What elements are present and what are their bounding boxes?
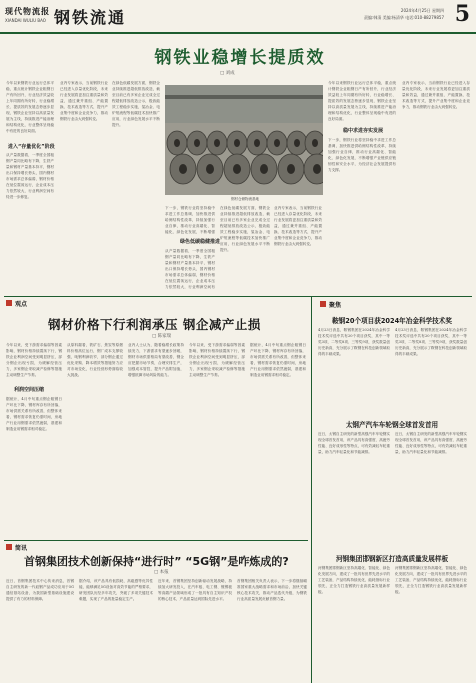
lead-column-e: 下一步，钢铁行业将坚持稳中求进工作总基调，加快推进供给侧结构性改革，持续加强行业自律，推动行业高端化、智能化、绿色化发展，不断增强 [165, 206, 215, 234]
steel-coil-photo [165, 85, 323, 195]
article-2-column-d: 业内人士认为，随着稳增长政策持续发力，下游需求有望逐步回暖，钢材市场供需格局有望改善，钢企应把握市场节奏，合理安排生产，加强成本管控，提升产品附加值，增强抵御市场风险的能力。 [128, 343, 184, 377]
lead-column-j: 下一步，钢铁行业将坚持稳中求进工作总基调，加快推进供给侧结构性改革，持续加强行业自律，推动行业高端化、智能化、绿色化发展，不断增强产业链供应链韧性和安全水平，为经济社会发展提供有力支撑。 [328, 138, 396, 172]
article-2-column-c: 从原料端看，铁矿石、焦炭等原燃料价格高位运行，钢厂成本支撑较强，吨钢利润收窄，部分钢企通过优化采购、降本增效等措施努力应对市场变化，行业经营形势面临较大挑战。 [67, 343, 123, 377]
article-2-byline: □ 陈家瑞 [152, 334, 172, 339]
article-2-column-b: 据统计，4月中旬重点钢企粗钢日产环比下降，钢材库存有所回落，市场供需关系有所改善，但整体来看，钢材需求恢复仍需时间，房地产行业用钢需求依然疲弱，基建和制造业用钢需求相对稳定。 [6, 397, 62, 431]
article-3-byline: □ 本报 [154, 570, 169, 575]
article-2-column-f: 据统计，4月中旬重点钢企粗钢日产环比下降，钢材库存有所回落，市场供需关系有所改善，但整体来看，钢材需求恢复仍需时间，房地产行业用钢需求依然疲弱，基建和制造业用钢需求相对稳定。 [250, 343, 306, 377]
photo-caption: 钢材仓储物流基地 [231, 197, 259, 201]
lead-subhead-3: 稳中求进夯实发展 [343, 128, 384, 134]
newspaper-subtitle: XIANDAI WULIU BAO [5, 18, 46, 23]
brief-1-column-a: 4月23日消息，鞍钢集团在2024年冶金科学技术奖评选中共有20个项目获奖，其中一等奖3项、二等奖8项、三等奖9项，获奖数量创历史新高，充分展示了鞍钢在科技创新领域取得的丰硕成果。 [318, 328, 390, 356]
newspaper-name: 现代物流报 [5, 6, 50, 16]
article-2-column-e: 今年以来，受下游需求偏弱等因素影响，钢材价格持续震荡下行，钢铁企业利润空间受到明显挤压，部分钢企出现亏损，为缓解经营压力，多家钢企采取减产检修等措施主动调整生产节奏。 [189, 343, 245, 377]
article-3-column-c: 近年来，首钢集团坚持创新驱动发展战略，持续加大研发投入，在汽车板、电工钢、镀锡板等高端产品领域形成了一批具有自主知识产权的核心技术，产品质量达到国际先进水平。 [158, 579, 232, 601]
section-divider-2 [4, 540, 308, 541]
lead-headline: 钢铁业稳增长提质效 [154, 48, 326, 68]
article-3-column-b: 据介绍，该产品具有低损耗、高磁感等优异性能，能够满足5G设备对高效节能的严格要求，研发团队历经多年攻关，突破了多项关键技术难题，实现了产品的批量稳定生产。 [79, 579, 153, 601]
section-title: 钢铁流通 [54, 8, 127, 27]
steel-coil-illustration [165, 85, 323, 195]
brief-2-column-a: 近日，太钢自主研发的新型高强汽车车轮钢实现全球首发首用，该产品具有高强度、高疲劳性能、良好成形性等特点，可有效减轻车轮重量，助力汽车轻量化和节能减排。 [318, 432, 390, 454]
page-number: 5 [454, 1, 470, 27]
lead-column-b: 从产量数据看，一季度全国粗钢产量同比略有下降，生铁产量和钢材产量基本持平，钢材出口保持增长势头，国内钢材市场需求总体偏弱，钢材价格在低位震荡运行，企业成本压力依然较大，行业利润空间有待进一步修复。 [6, 153, 54, 199]
article-3-headline: 首钢集团技术创新保持“进行时” “5G钢”是咋炼成的? [24, 555, 289, 568]
lead-column-h: 业内专家表示，当前钢铁行业已经进入存量优化阶段，未来行业发展将更加注重质量和效益，通过兼并重组、产能置换、技术改造等方式，提升产业集中度和企业竞争力，推动钢铁行业由大到强转变。 [274, 206, 322, 246]
focus-tag-marker [320, 301, 326, 307]
lead-column-c: 业内专家表示，当前钢铁行业已经进入存量优化阶段，未来行业发展将更加注重质量和效益，通过兼并重组、产能置换、技术改造等方式，提升产业集中度和企业竞争力，推动钢铁行业由大到强转变。 [60, 81, 108, 121]
brief-tag-marker [6, 544, 12, 550]
lead-byline: □ 刘成 [220, 71, 235, 76]
focus-section-tag: 聚焦 [329, 302, 342, 309]
view-tag-marker [6, 300, 12, 306]
brief-3-column-a: 河钢集团邯钢新区坚持高端化、智能化、绿色化发展方向，建成了一批具有世界先进水平的工艺装备，产品结构持续优化，能耗指标行业领先，正全力打造钢铁行业高质量发展新样板。 [318, 566, 390, 594]
lead-column-f: 在绿色低碳发展方面，钢铁企业持续推进超低排放改造，截至目前已有多家企业完成全过程超低排放改造公示，极致能效工程稳步实施，氢冶金、电炉短流程等低碳技术加快推广应用，行业绿色发展水平不断提升。 [220, 206, 270, 252]
article-2-column-a: 今年以来，受下游需求偏弱等因素影响，钢材价格持续震荡下行，钢铁企业利润空间受到明显挤压，部分钢企出现亏损，为缓解经营压力，多家钢企采取减产检修等措施主动调整生产节奏。 [6, 343, 62, 377]
news-briefs-sidebar [311, 297, 471, 683]
article-2-headline: 钢材价格下行利润承压 钢企减产止损 [48, 317, 261, 332]
masthead [0, 0, 476, 34]
brief-3-headline: 河钢集团邯钢新区打造高质量发展样板 [335, 555, 449, 563]
lead-subhead-1: 进入“存量优化”阶段 [8, 144, 55, 150]
brief-3-column-b: 河钢集团邯钢新区坚持高端化、智能化、绿色化发展方向，建成了一批具有世界先进水平的工艺装备，产品结构持续优化，能耗指标行业领先，正全力打造钢铁行业高质量发展新样板。 [395, 566, 467, 594]
brief-1-headline: 鞍钢20个项目获2024年冶金科学技术奖 [332, 317, 452, 325]
article-3-column-a: 近日，首钢集团技术中心传来消息，首钢自主研发的新一代硅钢产品成功应用于5G通信基站设备，为我国新型基础设施建设提供了有力的材料保障。 [6, 579, 74, 601]
brief-1-column-b: 4月23日消息，鞍钢集团在2024年冶金科学技术奖评选中共有20个项目获奖，其中一等奖3项、二等奖8项、三等奖9项，获奖数量创历史新高，充分展示了鞍钢在科技创新领域取得的丰硕成果。 [395, 328, 467, 356]
brief-2-headline: 太钢产汽车车轮钢全球首发首用 [345, 421, 439, 429]
lead-column-d: 在绿色低碳发展方面，钢铁企业持续推进超低排放改造，截至目前已有多家企业完成全过程超低排放改造公示，极致能效工程稳步实施，氢冶金、电炉短流程等低碳技术加快推广应用，行业绿色发展水平不断提升。 [112, 81, 160, 127]
edition-info [314, 7, 444, 21]
article-2-subhead: 利润空间压缩 [14, 387, 45, 393]
edition-editors: 责编:韩清 美编:杨清华 电话:010-88279857 [363, 15, 444, 20]
lead-column-a: 今年以来钢铁行业运行总体平稳，重点统计钢铁企业粗钢日产有所回升，行业经济效益较上年同期有所好转，行业稳增长、提质效的发展态势逐步显现，钢铁企业坚持以高质量发展为主线，持续推进产能治理和结构优化，行业整体呈现稳中有进的良好局面。 [6, 81, 54, 133]
brief-section-tag: 简讯 [15, 545, 28, 552]
brief-2-column-b: 近日，太钢自主研发的新型高强汽车车轮钢实现全球首发首用，该产品具有高强度、高疲劳性能、良好成形性等特点，可有效减轻车轮重量，助力汽车轻量化和节能减排。 [395, 432, 467, 454]
lead-subhead-2: 绿色低碳稳健推进 [180, 239, 221, 245]
article-3-column-d: 首钢集团相关负责人表示，下一步将继续瞄准国家重大战略需求和市场前沿，加快关键核心技术攻关，推动产品迭代升级，为钢铁行业高质量发展贡献首钢力量。 [237, 579, 307, 601]
lead-column-g: 从产量数据看，一季度全国粗钢产量同比略有下降，生铁产量和钢材产量基本持平，钢材出口保持增长势头，国内钢材市场需求总体偏弱，钢材价格在低位震荡运行，企业成本压力依然较大，行业利润空间有 [165, 249, 215, 289]
lead-column-i: 今年以来钢铁行业运行总体平稳，重点统计钢铁企业粗钢日产有所回升，行业经济效益较上年同期有所好转，行业稳增长、提质效的发展态势逐步显现，钢铁企业坚持以高质量发展为主线，持续推进产能治理和结构优化，行业整体呈现稳中有进的良好局面。 [328, 81, 396, 121]
view-section-tag: 观点 [15, 301, 28, 308]
edition-date: 2024年4月25日 星期四 [400, 8, 444, 13]
lead-column-k: 业内专家表示，当前钢铁行业已经进入存量优化阶段，未来行业发展将更加注重质量和效益，通过兼并重组、产能置换、技术改造等方式，提升产业集中度和企业竞争力，推动钢铁行业由大到强转变。 [402, 81, 470, 109]
